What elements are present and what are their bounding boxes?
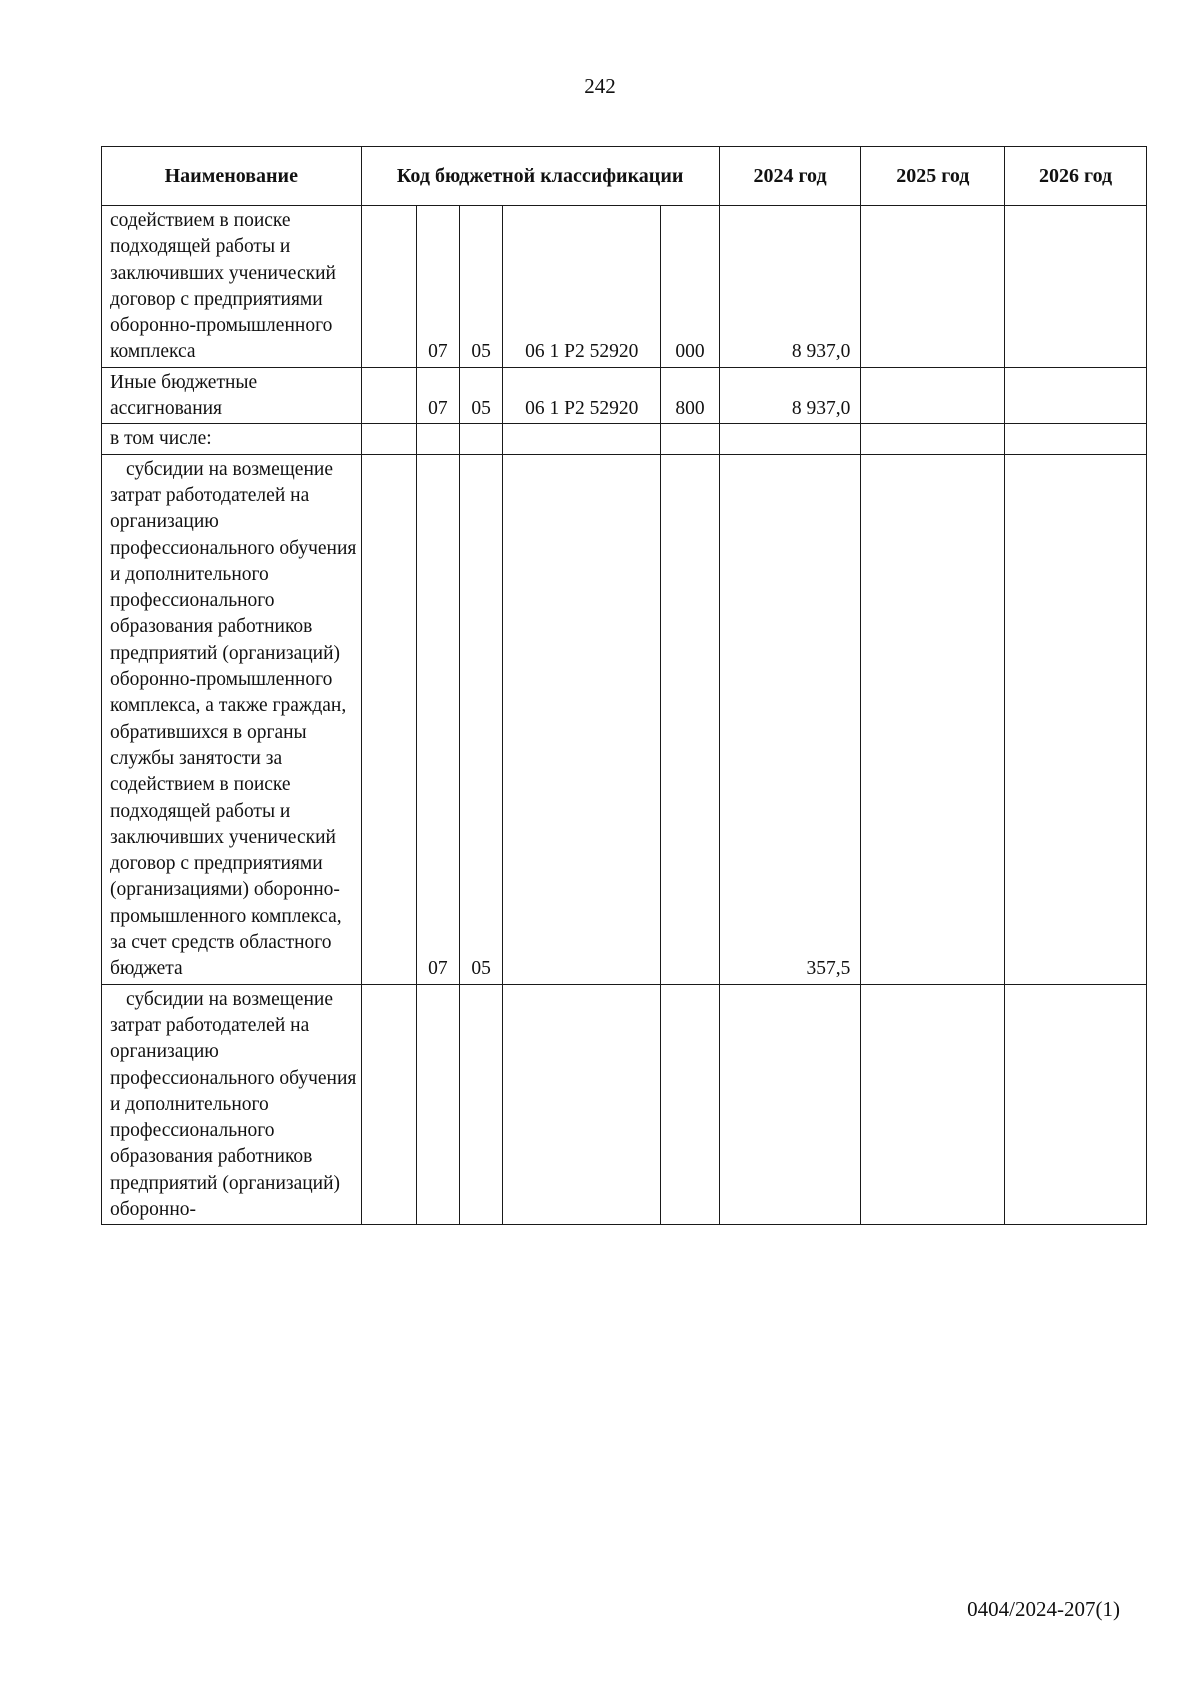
value-2025 [861,454,1005,984]
document-code: 0404/2024-207(1) [967,1597,1120,1621]
code-expense-type [661,984,719,1225]
code-section: 07 [416,367,459,424]
row-name: субсидии на возмещение затрат работодателей на организацию профессионального обучения и дополнительного профессионального образования работников предприятий (организаций) оборонно-промышленного комплекса, а также граждан, обратившихся в органы службы занятости за содействием в поиске подходящей работы и заключивших ученический договор с предприятиями (организациями) оборонно-промышленного комплекса, за счет средств областного бюджета [102,454,362,984]
code-subsection: 05 [460,206,503,368]
header-code: Код бюджетной классификации [361,147,719,206]
code-cell [361,206,416,368]
value-2026 [1005,454,1147,984]
code-cell [361,454,416,984]
value-2026 [1005,424,1147,454]
code-section: 07 [416,454,459,984]
code-subsection: 05 [460,454,503,984]
code-expense-type: 000 [661,206,719,368]
table-row [102,367,1147,424]
value-2025 [861,367,1005,424]
code-target [503,424,661,454]
code-cell [361,367,416,424]
value-2026 [1005,367,1147,424]
header-row [102,147,1147,206]
budget-table [101,146,1147,1225]
header-2025: 2025 год [861,147,1005,206]
page-number: 242 [584,74,616,98]
table-row [102,454,1147,984]
value-2024 [719,984,861,1225]
table-row [102,206,1147,368]
code-section [416,424,459,454]
header-2026: 2026 год [1005,147,1147,206]
value-2024 [719,424,861,454]
code-target: 06 1 P2 52920 [503,367,661,424]
code-subsection [460,984,503,1225]
value-2025 [861,424,1005,454]
header-2024: 2024 год [719,147,861,206]
value-2024: 8 937,0 [719,367,861,424]
value-2026 [1005,984,1147,1225]
code-section: 07 [416,206,459,368]
code-expense-type: 800 [661,367,719,424]
code-section [416,984,459,1225]
value-2026 [1005,206,1147,368]
code-subsection [460,424,503,454]
table-row [102,984,1147,1225]
code-target [503,984,661,1225]
code-expense-type [661,424,719,454]
header-name: Наименование [102,147,362,206]
code-expense-type [661,454,719,984]
row-name: в том числе: [102,424,362,454]
code-target: 06 1 P2 52920 [503,206,661,368]
value-2024: 357,5 [719,454,861,984]
value-2025 [861,206,1005,368]
row-name: Иные бюджетные ассигнования [102,367,362,424]
row-name: субсидии на возмещение затрат работодателей на организацию профессионального обучения и дополнительного профессионального образования работников предприятий (организаций) оборонно- [102,984,362,1225]
row-name: содействием в поиске подходящей работы и заключивших ученический договор с предприятиями оборонно-промышленного комплекса [102,206,362,368]
value-2025 [861,984,1005,1225]
code-target [503,454,661,984]
code-subsection: 05 [460,367,503,424]
value-2024: 8 937,0 [719,206,861,368]
code-cell [361,984,416,1225]
code-cell [361,424,416,454]
table-row [102,424,1147,454]
